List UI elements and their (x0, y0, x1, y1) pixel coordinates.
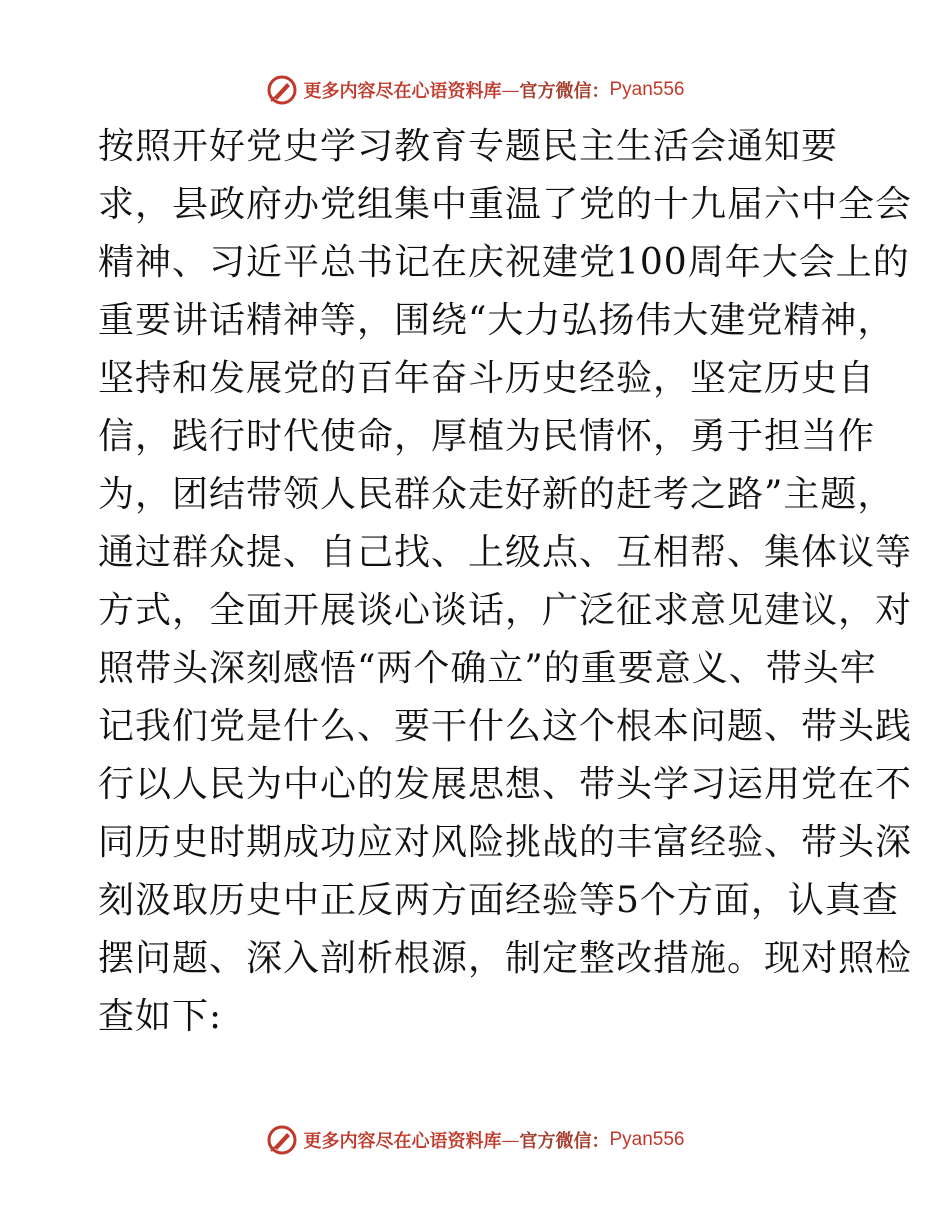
body-line: 通过群众提、自己找、上级点、互相帮、集体议等 (98, 532, 913, 573)
body-line: 照带头深刻感悟“两个确立”的重要意义、带头牢 (98, 648, 877, 689)
body-line: 精神、习近平总书记在庆祝建党100周年大会上的 (98, 242, 910, 283)
document-body (98, 118, 913, 1046)
header-banner (0, 70, 950, 110)
header-dash: — (501, 79, 520, 101)
header-contact-id: Pyan556 (609, 79, 685, 100)
pen-swirl-logo-icon (265, 73, 299, 107)
footer-contact-id: Pyan556 (609, 1129, 685, 1150)
body-line: 坚持和发展党的百年奋斗历史经验，坚定历史自 (98, 358, 876, 399)
body-line: 重要讲话精神等，围绕“大力弘扬伟大建党精神， (98, 300, 895, 341)
body-line: 为，团结带领人民群众走好新的赶考之路”主题， (98, 474, 895, 515)
body-line: 方式，全面开展谈心谈话，广泛征求意见建议，对 (98, 590, 913, 631)
body-line: 同历史时期成功应对风险挑战的丰富经验、带头深 (98, 822, 913, 863)
footer-contact-label: 官方微信： (519, 1131, 610, 1152)
body-line: 摆问题、深入剖析根源，制定整改措施。现对照检 (98, 938, 913, 979)
body-line: 按照开好党史学习教育专题民主生活会通知要 (98, 126, 839, 167)
body-line: 记我们党是什么、要干什么这个根本问题、带头践 (98, 706, 913, 747)
footer-banner (0, 1120, 950, 1160)
header-promo-text: 更多内容尽在心语资料库 (303, 81, 502, 102)
body-line: 查如下: (98, 996, 223, 1037)
body-line: 信，践行时代使命，厚植为民情怀，勇于担当作 (98, 416, 876, 457)
body-line: 刻汲取历史中正反两方面经验等5个方面，认真查 (98, 880, 899, 921)
body-line: 求，县政府办党组集中重温了党的十九届六中全会 (98, 184, 913, 225)
footer-dash: — (501, 1129, 520, 1151)
pen-swirl-logo-icon (265, 1123, 299, 1157)
footer-promo-text: 更多内容尽在心语资料库 (303, 1131, 502, 1152)
header-contact-label: 官方微信： (519, 81, 610, 102)
body-line: 行以人民为中心的发展思想、带头学习运用党在不 (98, 764, 913, 805)
